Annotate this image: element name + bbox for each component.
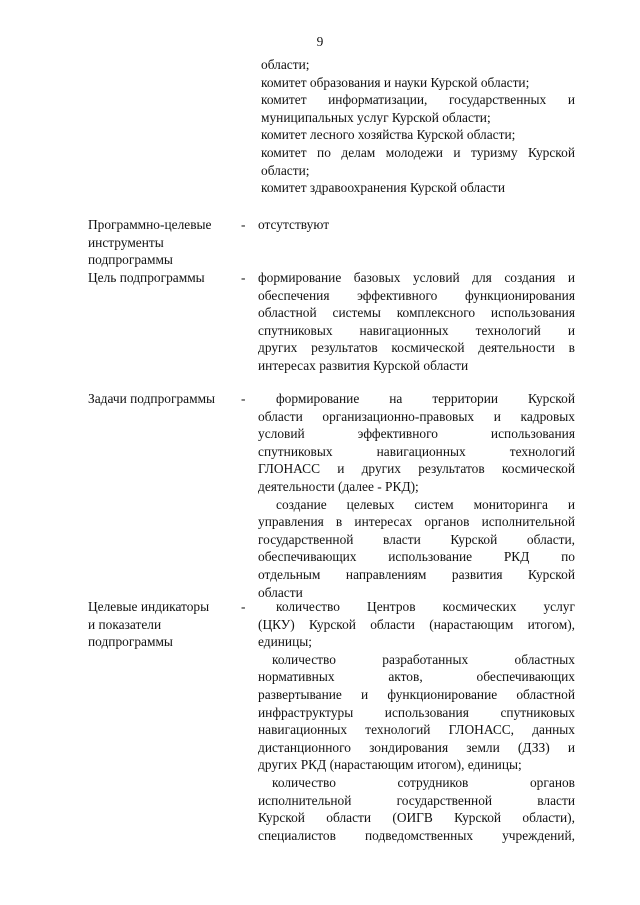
executor-line: комитет здравоохранения Курской области — [261, 180, 506, 196]
executor-line: комитет информатизации, государственных и — [261, 92, 575, 108]
executor-line: комитет образования и науки Курской области; — [261, 74, 530, 90]
row-value: формирование на территории Курской области организационно-правовых и кадровых условий эффективного использования спутниковых навигационных технологий ГЛОНАСС и других результатов космической деятельности (далее - РКД); создание целевых систем мониторинга и управления в интересах органов исполнительной государственной власти Курской области, обеспечивающих использование РКД по отдельным направлениям развития Курской области — [258, 391, 575, 600]
executor-line: комитет лесного хозяйства Курской области; — [261, 127, 516, 143]
row-label: Целевые индикаторы и показатели подпрограммы — [88, 599, 210, 650]
executor-line: области; — [261, 162, 310, 178]
row-dash: - — [241, 599, 246, 614]
row-label: Программно-целевые инструменты подпрограммы — [88, 217, 212, 268]
row-value: отсутствуют — [258, 217, 330, 232]
executor-line: муниципальных услуг Курской области; — [261, 109, 491, 125]
row-dash: - — [241, 217, 246, 232]
executor-line: комитет по делам молодежи и туризму Курской — [261, 144, 575, 160]
page-number: 9 — [316, 34, 324, 49]
row-dash: - — [241, 391, 246, 406]
row-label: Цель подпрограммы — [88, 270, 205, 285]
executors-continued-list — [261, 56, 575, 197]
row-label: Задачи подпрограммы — [88, 391, 216, 406]
row-dash: - — [241, 270, 246, 285]
row-value: формирование базовых условий для создания и обеспечения эффективного функционирования областной системы комплексного использования спутниковых навигационных технологий и других результатов космической деятельности в интересах развития Курской области — [258, 270, 575, 373]
row-value: количество Центров космических услуг (ЦКУ) Курской области (нарастающим итогом), единицы; количество разработанных областных нормативных актов, обеспечивающих развертывание и функционирование областной инфраструктуры использования спутниковых навигационных технологий ГЛОНАСС, данных дистанционного зондирования земли (ДЗЗ) и других РКД (нарастающим итогом), единицы; количество сотрудников органов исполнительной государственной власти Курской области (ОИГВ Курской области), специалистов подведомственных учреждений, — [258, 599, 575, 843]
executor-line: области; — [261, 57, 310, 72]
